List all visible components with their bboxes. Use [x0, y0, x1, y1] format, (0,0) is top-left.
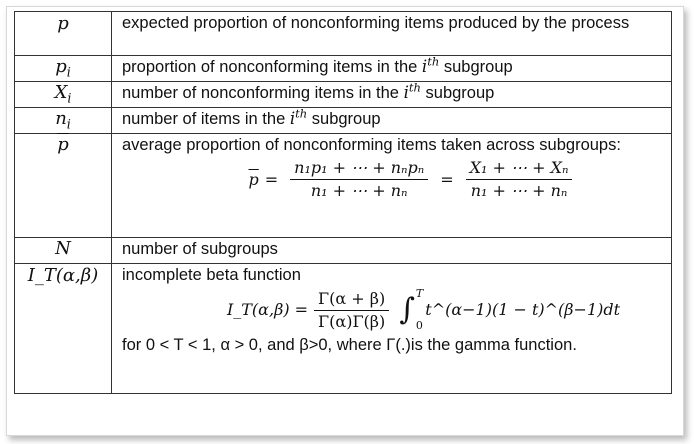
description-sup-base: i [289, 109, 296, 128]
table-row [15, 108, 672, 134]
description-cell [112, 12, 672, 56]
table-row [15, 238, 672, 264]
description-text: expected proportion of nonconforming items produced by the process [122, 14, 630, 32]
integral-limits [416, 288, 423, 332]
description-cell [112, 134, 672, 238]
table-row [15, 56, 672, 82]
symbol-base: p [55, 56, 67, 77]
description-post: subgroup [307, 110, 381, 128]
symbol-subscript: i [66, 116, 71, 132]
incomplete-beta-formula [182, 288, 665, 332]
fraction [314, 289, 389, 332]
table-row [15, 82, 672, 108]
description-post: subgroup [420, 84, 495, 102]
description-pre: proportion of nonconforming items in the [122, 58, 422, 76]
upper-limit: T [415, 287, 424, 300]
fraction [290, 158, 428, 201]
symbol-base: X [54, 82, 68, 103]
symbol-text: I_T(α,β) [27, 265, 99, 286]
formula-lhs: I_T(α,β) = [226, 300, 309, 319]
description-sup-base: i [421, 57, 428, 76]
symbol-cell [15, 56, 112, 82]
symbol-cell [15, 238, 112, 264]
formula-footer: for 0 < T < 1, α > 0, and β>0, where Γ(.)is the gamma function. [122, 336, 577, 354]
symbol-cell [15, 264, 112, 394]
description-cell [112, 264, 672, 394]
description-superscript: th [408, 80, 421, 95]
description-sup-base: i [403, 83, 409, 102]
fraction-denominator: Γ(α)Γ(β) [318, 311, 386, 331]
description-post: subgroup [439, 58, 513, 76]
description-pre: number of nonconforming items in the [122, 84, 404, 102]
symbol-text: N [55, 238, 71, 259]
symbol-cell [15, 12, 112, 56]
fraction-denominator: n₁ + ⋯ + nₙ [470, 181, 568, 200]
description-cell [112, 56, 672, 82]
table-row [15, 264, 672, 394]
lower-limit: 0 [415, 319, 423, 332]
symbol-text: $\overline{p}$ [57, 134, 69, 155]
equals-sign: = [440, 169, 454, 189]
integral [399, 288, 423, 332]
symbol-subscript: i [67, 90, 72, 106]
description-superscript: th [295, 106, 308, 121]
description-text: number of subgroups [122, 240, 278, 258]
fraction-numerator: X₁ + ⋯ + Xₙ [466, 158, 573, 180]
symbol-base: n [55, 108, 67, 129]
integrand: t^(α−1)(1 − t)^(β−1)dt [425, 300, 621, 319]
symbol-text: p [57, 13, 69, 34]
description-text: average proportion of nonconforming items taken across subgroups: [122, 136, 621, 154]
definitions-table [14, 11, 672, 394]
description-pre: number of items in the [122, 110, 290, 128]
table-row [15, 12, 672, 56]
symbol-subscript: i [66, 64, 71, 80]
average-proportion-formula [162, 158, 665, 201]
description-cell [112, 108, 672, 134]
formula-lhs: $\overline{p}$ [248, 169, 259, 189]
fraction-numerator: Γ(α + β) [314, 289, 389, 311]
integral-sign: ∫ [399, 292, 415, 327]
symbol-cell [15, 82, 112, 108]
equals-sign: = [264, 169, 279, 189]
fraction-denominator: n₁ + ⋯ + nₙ [310, 181, 408, 200]
table-row [15, 134, 672, 238]
fraction [466, 158, 573, 201]
description-text: incomplete beta function [122, 266, 301, 284]
symbol-cell [15, 134, 112, 238]
description-superscript: th [427, 54, 440, 69]
description-cell [112, 82, 672, 108]
symbol-cell [15, 108, 112, 134]
description-cell [112, 238, 672, 264]
fraction-numerator: n₁p₁ + ⋯ + nₙpₙ [290, 158, 428, 180]
